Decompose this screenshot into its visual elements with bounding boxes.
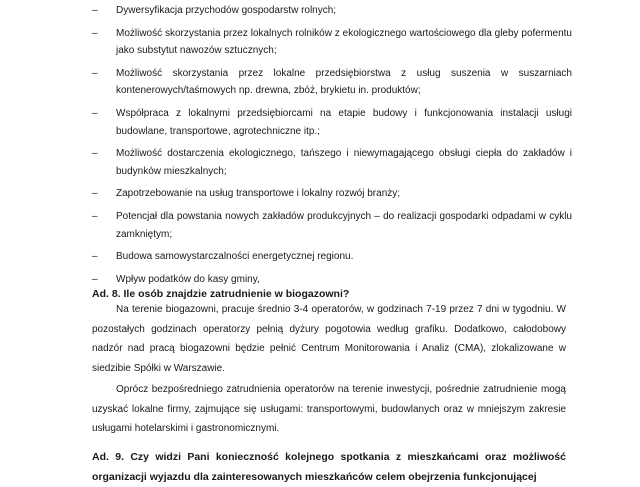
list-item: – Współpraca z lokalnymi przedsiębiorcami na etapie budowy i funkcjonowania instalacji usługi budowlane, transportowe, agrotechniczne itp.; [92,105,572,140]
list-item: – Wpływ podatków do kasy gminy, [92,271,572,289]
bullet-marker: – [92,188,98,200]
bullet-marker: – [92,251,98,263]
bullet-marker: – [92,274,98,285]
bullet-marker: – [92,5,98,16]
question-8-heading: Ad. 8. Ile osób znajdzie zatrudnienie w biogazowni? [92,288,350,300]
list-item: – Zapotrzebowanie na usług transportowe i lokalny rozwój branży; [92,185,572,203]
bullet-marker: – [92,148,98,160]
list-item: – Potencjał dla powstania nowych zakładów produkcyjnych – do realizacji gospodarki odpadami w cyklu zamkniętym; [92,208,572,243]
question-8-answer-paragraph: Na terenie biogazowni, pracuje średnio 3-4 operatorów, w godzinach 7-19 przez 7 dni w tygodniu. W pozostałych godzinach operatorzy pełnią dyżury pogotowia według grafiku. Dodatkowo, całodobowy nadzór nad pracą biogazowni będzie pełnić Centrum Monitorowania i Analiz (CMA), zlokalizowane w siedzibie Spółki w Warszawie. [92,304,566,374]
bullet-marker: – [92,108,98,120]
bullet-marker: – [92,67,98,79]
bullet-marker: – [92,211,98,223]
list-item: – Możliwość skorzystania przez lokalne przedsiębiorstwa z usług suszenia w suszarniach kontenerowych/taśmowych np. drewna, zbóż, brykietu in. produktów; [92,65,572,100]
list-item: – Możliwość dostarczenia ekologicznego, tańszego i niewymagającego obsługi ciepła do zakładów i budynków mieszkalnych; [92,145,572,180]
list-item: – Budowa samowystarczalności energetycznej regionu. [92,248,572,266]
bullet-marker: – [92,27,98,39]
question-9-heading: Ad. 9. Czy widzi Pani konieczność kolejnego spotkania z mieszkańcami oraz możliwość organizacji wyjazdu dla zainteresowanych mieszkańców celem obejrzenia funkcjonującej [92,451,566,483]
question-8-answer-paragraph-2: Oprócz bezpośredniego zatrudnienia operatorów na terenie inwestycji, pośrednie zatrudnienie mogą uzyskać lokalne firmy, zajmujące się usługami: transportowymi, budowlanych oraz w mniejszym zakresie usługami hotelarskimi i gastronomicznymi. [92,384,566,434]
list-item: – Dywersyfikacja przychodów gospodarstw rolnych; [92,2,572,20]
list-item: – Możliwość skorzystania przez lokalnych rolników z ekologicznego wartościowego dla gleby pofermentu jako substytut nawozów sztucznych; [92,25,572,60]
benefits-list [92,2,572,294]
